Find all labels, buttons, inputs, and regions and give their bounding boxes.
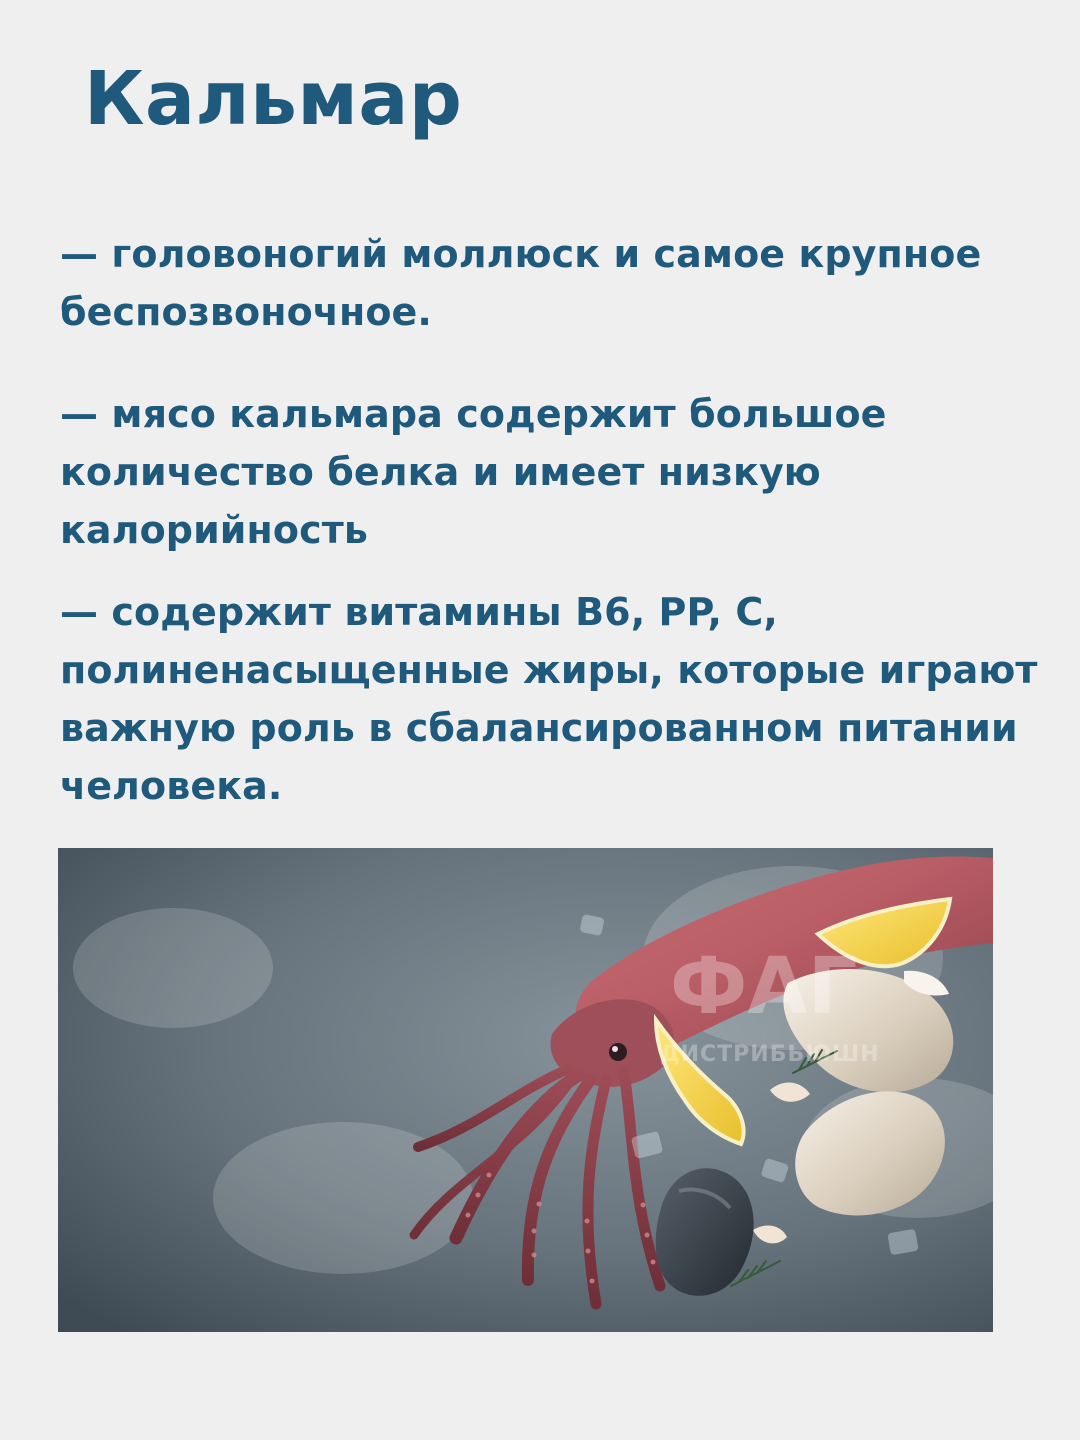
squid-photo-illustration [58, 848, 993, 1332]
page-title: Кальмар [84, 56, 463, 142]
facts-list [60, 225, 1040, 815]
fact-item-3: — содержит витамины B6, PP, C, полиненасыщенные жиры, которые играют важную роль в сбалансированном питании человека. [60, 590, 1038, 808]
squid-photo [58, 848, 993, 1332]
watermark [660, 942, 880, 1067]
fact-item-2: — мясо кальмара содержит большое количество белка и имеет низкую калорийность [60, 392, 887, 552]
fact-item-1: — головоногий моллюск и самое крупное беспозвоночное. [60, 232, 982, 334]
watermark-brand: ФАГ [670, 942, 858, 1032]
watermark-subtitle: ДИСТРИБЬЮШН [660, 1042, 880, 1067]
